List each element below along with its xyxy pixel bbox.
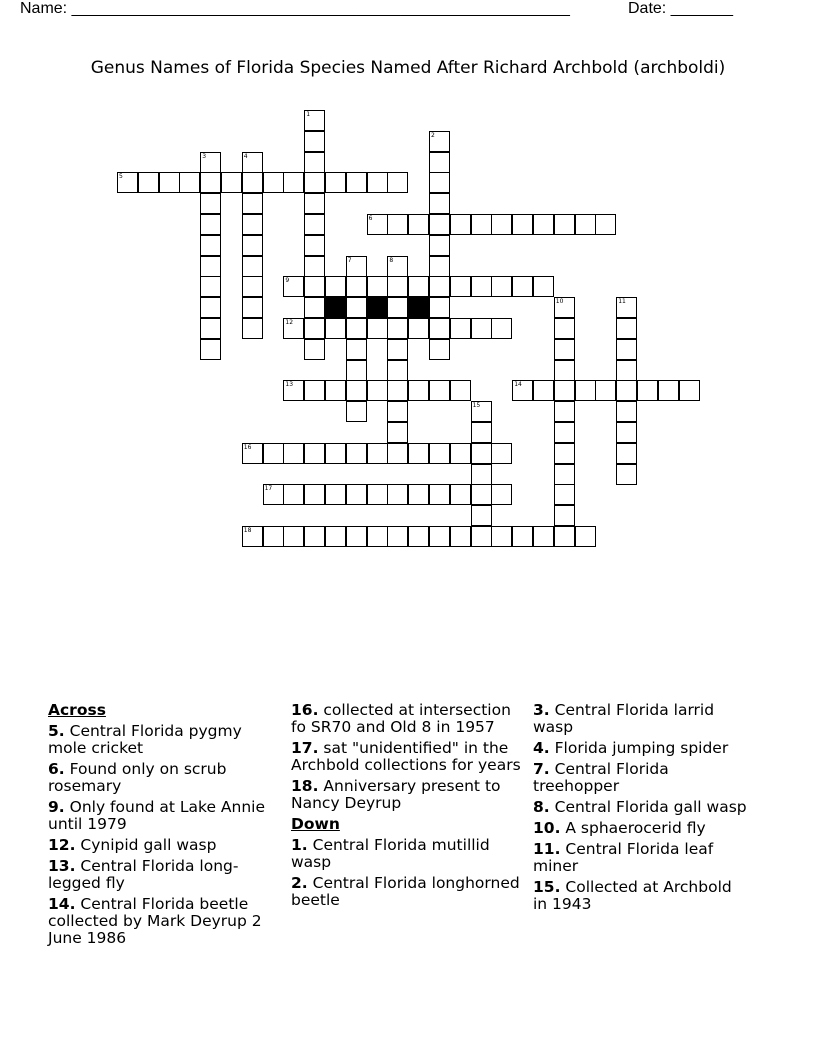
grid-clue-number: 1 [306, 111, 311, 118]
clue-across-5: 5. Central Florida pygmy mole cricket [48, 722, 242, 757]
grid-cell[interactable] [304, 152, 325, 173]
grid-cell[interactable] [367, 443, 388, 464]
grid-cell[interactable] [491, 443, 512, 464]
grid-cell[interactable] [200, 235, 221, 256]
clue-down-7: 7. Central Florida treehopper [533, 760, 669, 795]
grid-cell[interactable] [304, 443, 325, 464]
grid-cell[interactable] [387, 526, 408, 547]
clue-across-9: 9. Only found at Lake Annie until 1979 [48, 798, 266, 833]
grid-clue-number: 5 [119, 173, 123, 181]
grid-cell[interactable] [554, 484, 575, 505]
grid-cell[interactable] [263, 484, 284, 505]
grid-cell[interactable] [491, 214, 512, 235]
grid-cell[interactable] [471, 464, 492, 485]
grid-cell[interactable] [304, 484, 325, 505]
grid-cell[interactable] [304, 297, 325, 318]
grid-cell[interactable] [200, 297, 221, 318]
grid-cell[interactable] [179, 172, 200, 193]
grid-cell[interactable] [429, 318, 450, 339]
grid-clue-number: 6 [368, 215, 373, 222]
grid-cell[interactable] [554, 318, 575, 339]
grid-cell[interactable] [283, 443, 304, 464]
grid-cell[interactable] [387, 422, 408, 443]
grid-cell[interactable] [429, 131, 450, 152]
grid-cell[interactable] [512, 276, 533, 297]
grid-cell[interactable] [429, 339, 450, 360]
grid-cell[interactable] [346, 339, 367, 360]
grid-cell[interactable] [450, 380, 471, 401]
grid-cell[interactable] [117, 172, 138, 193]
grid-cell[interactable] [429, 193, 450, 214]
clue-down-4: 4. Florida jumping spider [533, 739, 729, 757]
grid-cell[interactable] [471, 422, 492, 443]
grid-cell[interactable] [242, 214, 263, 235]
clue-across-12: 12. Cynipid gall wasp [48, 836, 217, 854]
grid-cell[interactable] [450, 276, 471, 297]
clue-column-3 [533, 702, 748, 917]
grid-cell[interactable] [387, 276, 408, 297]
across-heading: Across [48, 701, 106, 719]
grid-cell-blocked [367, 297, 388, 318]
grid-cell[interactable] [512, 214, 533, 235]
grid-cell[interactable] [346, 380, 367, 401]
grid-cell[interactable] [367, 526, 388, 547]
grid-cell[interactable] [533, 214, 554, 235]
grid-cell[interactable] [575, 526, 596, 547]
grid-clue-number: 18 [243, 527, 252, 534]
grid-cell[interactable] [554, 505, 575, 526]
grid-cell[interactable] [616, 339, 637, 360]
grid-cell[interactable] [679, 380, 700, 401]
clue-across-6: 6. Found only on scrub rosemary [48, 760, 227, 795]
grid-cell[interactable] [429, 235, 450, 256]
grid-cell[interactable] [387, 172, 408, 193]
grid-cell[interactable] [263, 526, 284, 547]
grid-cell[interactable] [491, 484, 512, 505]
grid-clue-number: 3 [202, 152, 207, 160]
grid-cell[interactable] [242, 443, 263, 464]
grid-cell[interactable] [554, 380, 575, 401]
grid-cell[interactable] [367, 380, 388, 401]
grid-cell[interactable] [304, 318, 325, 339]
grid-cell[interactable] [533, 380, 554, 401]
grid-cell[interactable] [304, 276, 325, 297]
grid-cell[interactable] [512, 526, 533, 547]
grid-cell[interactable] [138, 172, 159, 193]
grid-cell[interactable] [554, 339, 575, 360]
grid-cell[interactable] [325, 172, 346, 193]
grid-cell[interactable] [304, 235, 325, 256]
grid-cell[interactable] [491, 276, 512, 297]
grid-cell[interactable] [367, 172, 388, 193]
grid-cell[interactable] [595, 214, 616, 235]
grid-cell[interactable] [200, 256, 221, 277]
grid-cell[interactable] [159, 172, 180, 193]
grid-cell[interactable] [533, 526, 554, 547]
grid-cell[interactable] [429, 443, 450, 464]
grid-cell[interactable] [387, 401, 408, 422]
grid-cell[interactable] [325, 318, 346, 339]
date-field-label: Date: _______ [628, 0, 733, 17]
grid-cell[interactable] [304, 526, 325, 547]
grid-cell[interactable] [616, 360, 637, 381]
grid-cell[interactable] [429, 380, 450, 401]
grid-cell[interactable] [616, 297, 637, 318]
grid-cell[interactable] [387, 318, 408, 339]
grid-cell[interactable] [408, 276, 429, 297]
grid-cell[interactable] [471, 318, 492, 339]
grid-cell[interactable] [325, 276, 346, 297]
grid-cell[interactable] [242, 193, 263, 214]
grid-cell[interactable] [471, 443, 492, 464]
grid-cell[interactable] [554, 443, 575, 464]
grid-clue-number: 15 [472, 402, 481, 410]
grid-cell[interactable] [346, 526, 367, 547]
grid-cell[interactable] [346, 401, 367, 422]
grid-cell[interactable] [283, 484, 304, 505]
grid-cell[interactable] [429, 526, 450, 547]
clue-column-2 [291, 702, 523, 913]
grid-cell[interactable] [408, 214, 429, 235]
grid-cell[interactable] [450, 526, 471, 547]
grid-cell[interactable] [387, 256, 408, 277]
grid-cell[interactable] [408, 380, 429, 401]
grid-clue-number: 17 [264, 485, 273, 493]
grid-cell[interactable] [387, 360, 408, 381]
grid-cell[interactable] [533, 276, 554, 297]
grid-cell[interactable] [554, 422, 575, 443]
grid-cell[interactable] [429, 256, 450, 277]
grid-cell[interactable] [325, 380, 346, 401]
grid-cell[interactable] [512, 380, 533, 401]
grid-clue-number: 2 [431, 131, 435, 139]
grid-cell[interactable] [346, 172, 367, 193]
grid-clue-number: 16 [243, 443, 252, 451]
grid-cell[interactable] [346, 484, 367, 505]
grid-cell[interactable] [367, 214, 388, 235]
grid-cell[interactable] [346, 297, 367, 318]
grid-cell[interactable] [471, 526, 492, 547]
grid-cell[interactable] [554, 464, 575, 485]
grid-cell[interactable] [595, 380, 616, 401]
clue-down-8: 8. Central Florida gall wasp [533, 798, 747, 816]
grid-cell[interactable] [616, 422, 637, 443]
clue-across-14: 14. Central Florida beetle collected by Mark Deyrup 2 June 1986 [48, 895, 262, 947]
grid-cell[interactable] [263, 443, 284, 464]
grid-cell[interactable] [429, 152, 450, 173]
grid-cell[interactable] [346, 443, 367, 464]
clue-across-18: 18. Anniversary present to Nancy Deyrup [291, 777, 501, 812]
grid-cell[interactable] [616, 380, 637, 401]
grid-clue-number: 9 [285, 277, 290, 285]
grid-cell[interactable] [242, 526, 263, 547]
grid-clue-number: 10 [555, 298, 564, 306]
grid-cell[interactable] [242, 256, 263, 277]
clue-down-2: 2. Central Florida longhorned beetle [291, 874, 520, 909]
grid-cell[interactable] [283, 380, 304, 401]
grid-cell[interactable] [554, 360, 575, 381]
name-field-label: Name: ________________________________________________________ [20, 0, 570, 17]
grid-cell[interactable] [304, 110, 325, 131]
grid-cell[interactable] [200, 172, 221, 193]
grid-cell[interactable] [325, 484, 346, 505]
grid-cell[interactable] [200, 214, 221, 235]
grid-cell[interactable] [283, 318, 304, 339]
grid-cell[interactable] [387, 214, 408, 235]
grid-cell-blocked [325, 297, 346, 318]
grid-cell[interactable] [283, 526, 304, 547]
grid-cell[interactable] [242, 318, 263, 339]
grid-cell[interactable] [554, 214, 575, 235]
grid-cell[interactable] [387, 484, 408, 505]
grid-cell[interactable] [242, 235, 263, 256]
clue-across-16: 16. collected at intersection fo SR70 and Old 8 in 1957 [291, 701, 511, 736]
clue-column-1 [48, 702, 278, 951]
clue-down-3: 3. Central Florida larrid wasp [533, 701, 715, 736]
grid-cell[interactable] [367, 276, 388, 297]
grid-cell[interactable] [200, 318, 221, 339]
grid-cell[interactable] [450, 484, 471, 505]
grid-cell[interactable] [616, 464, 637, 485]
grid-cell[interactable] [408, 318, 429, 339]
clue-across-17: 17. sat "unidentified" in the Archbold collections for years [291, 739, 521, 774]
grid-cell[interactable] [429, 276, 450, 297]
grid-cell[interactable] [471, 505, 492, 526]
grid-cell[interactable] [304, 193, 325, 214]
grid-cell-blocked [408, 297, 429, 318]
grid-clue-number: 11 [618, 298, 626, 306]
puzzle-title: Genus Names of Florida Species Named After Richard Archbold (archboldi) [90, 58, 726, 78]
grid-cell[interactable] [304, 214, 325, 235]
grid-cell[interactable] [471, 401, 492, 422]
grid-cell[interactable] [450, 214, 471, 235]
down-heading: Down [291, 815, 340, 833]
grid-cell[interactable] [367, 318, 388, 339]
grid-cell[interactable] [304, 380, 325, 401]
grid-cell[interactable] [554, 297, 575, 318]
grid-cell[interactable] [554, 526, 575, 547]
clue-down-10: 10. A sphaerocerid fly [533, 819, 706, 837]
clue-down-11: 11. Central Florida leaf miner [533, 840, 714, 875]
grid-cell[interactable] [346, 360, 367, 381]
grid-clue-number: 8 [389, 256, 394, 264]
grid-cell[interactable] [367, 484, 388, 505]
grid-cell[interactable] [616, 401, 637, 422]
grid-cell[interactable] [616, 443, 637, 464]
grid-cell[interactable] [200, 276, 221, 297]
grid-cell[interactable] [263, 172, 284, 193]
grid-cell[interactable] [283, 172, 304, 193]
grid-cell[interactable] [387, 443, 408, 464]
grid-cell[interactable] [325, 526, 346, 547]
grid-cell[interactable] [637, 380, 658, 401]
clue-across-13: 13. Central Florida long-legged fly [48, 857, 239, 892]
grid-cell[interactable] [450, 318, 471, 339]
clue-down-1: 1. Central Florida mutillid wasp [291, 836, 490, 871]
grid-cell[interactable] [491, 318, 512, 339]
grid-cell[interactable] [283, 276, 304, 297]
grid-cell[interactable] [304, 256, 325, 277]
grid-cell[interactable] [491, 526, 512, 547]
grid-cell[interactable] [346, 256, 367, 277]
grid-cell[interactable] [658, 380, 679, 401]
grid-clue-number: 12 [285, 319, 294, 326]
grid-cell[interactable] [471, 484, 492, 505]
clue-down-15: 15. Collected at Archbold in 1943 [533, 878, 732, 913]
grid-cell[interactable] [346, 276, 367, 297]
grid-cell[interactable] [242, 297, 263, 318]
grid-clue-number: 7 [347, 256, 352, 264]
grid-cell[interactable] [408, 443, 429, 464]
grid-clue-number: 14 [514, 381, 522, 389]
grid-cell[interactable] [304, 131, 325, 152]
grid-cell[interactable] [429, 484, 450, 505]
grid-cell[interactable] [387, 297, 408, 318]
grid-cell[interactable] [200, 152, 221, 173]
grid-cell[interactable] [387, 339, 408, 360]
grid-cell[interactable] [221, 172, 242, 193]
grid-cell[interactable] [304, 172, 325, 193]
grid-cell[interactable] [575, 214, 596, 235]
grid-cell[interactable] [408, 526, 429, 547]
grid-cell[interactable] [450, 443, 471, 464]
grid-cell[interactable] [304, 339, 325, 360]
grid-cell[interactable] [408, 484, 429, 505]
grid-cell[interactable] [325, 443, 346, 464]
grid-cell[interactable] [200, 193, 221, 214]
grid-cell[interactable] [242, 276, 263, 297]
grid-clue-number: 4 [243, 152, 248, 160]
grid-cell[interactable] [471, 214, 492, 235]
grid-cell[interactable] [616, 318, 637, 339]
grid-clue-number: 13 [285, 381, 294, 389]
grid-cell[interactable] [575, 380, 596, 401]
grid-cell[interactable] [471, 276, 492, 297]
grid-cell[interactable] [429, 297, 450, 318]
grid-cell[interactable] [200, 339, 221, 360]
grid-cell[interactable] [346, 318, 367, 339]
grid-cell[interactable] [242, 172, 263, 193]
grid-cell[interactable] [429, 214, 450, 235]
grid-cell[interactable] [387, 380, 408, 401]
grid-cell[interactable] [554, 401, 575, 422]
grid-cell[interactable] [429, 172, 450, 193]
grid-cell[interactable] [242, 152, 263, 173]
